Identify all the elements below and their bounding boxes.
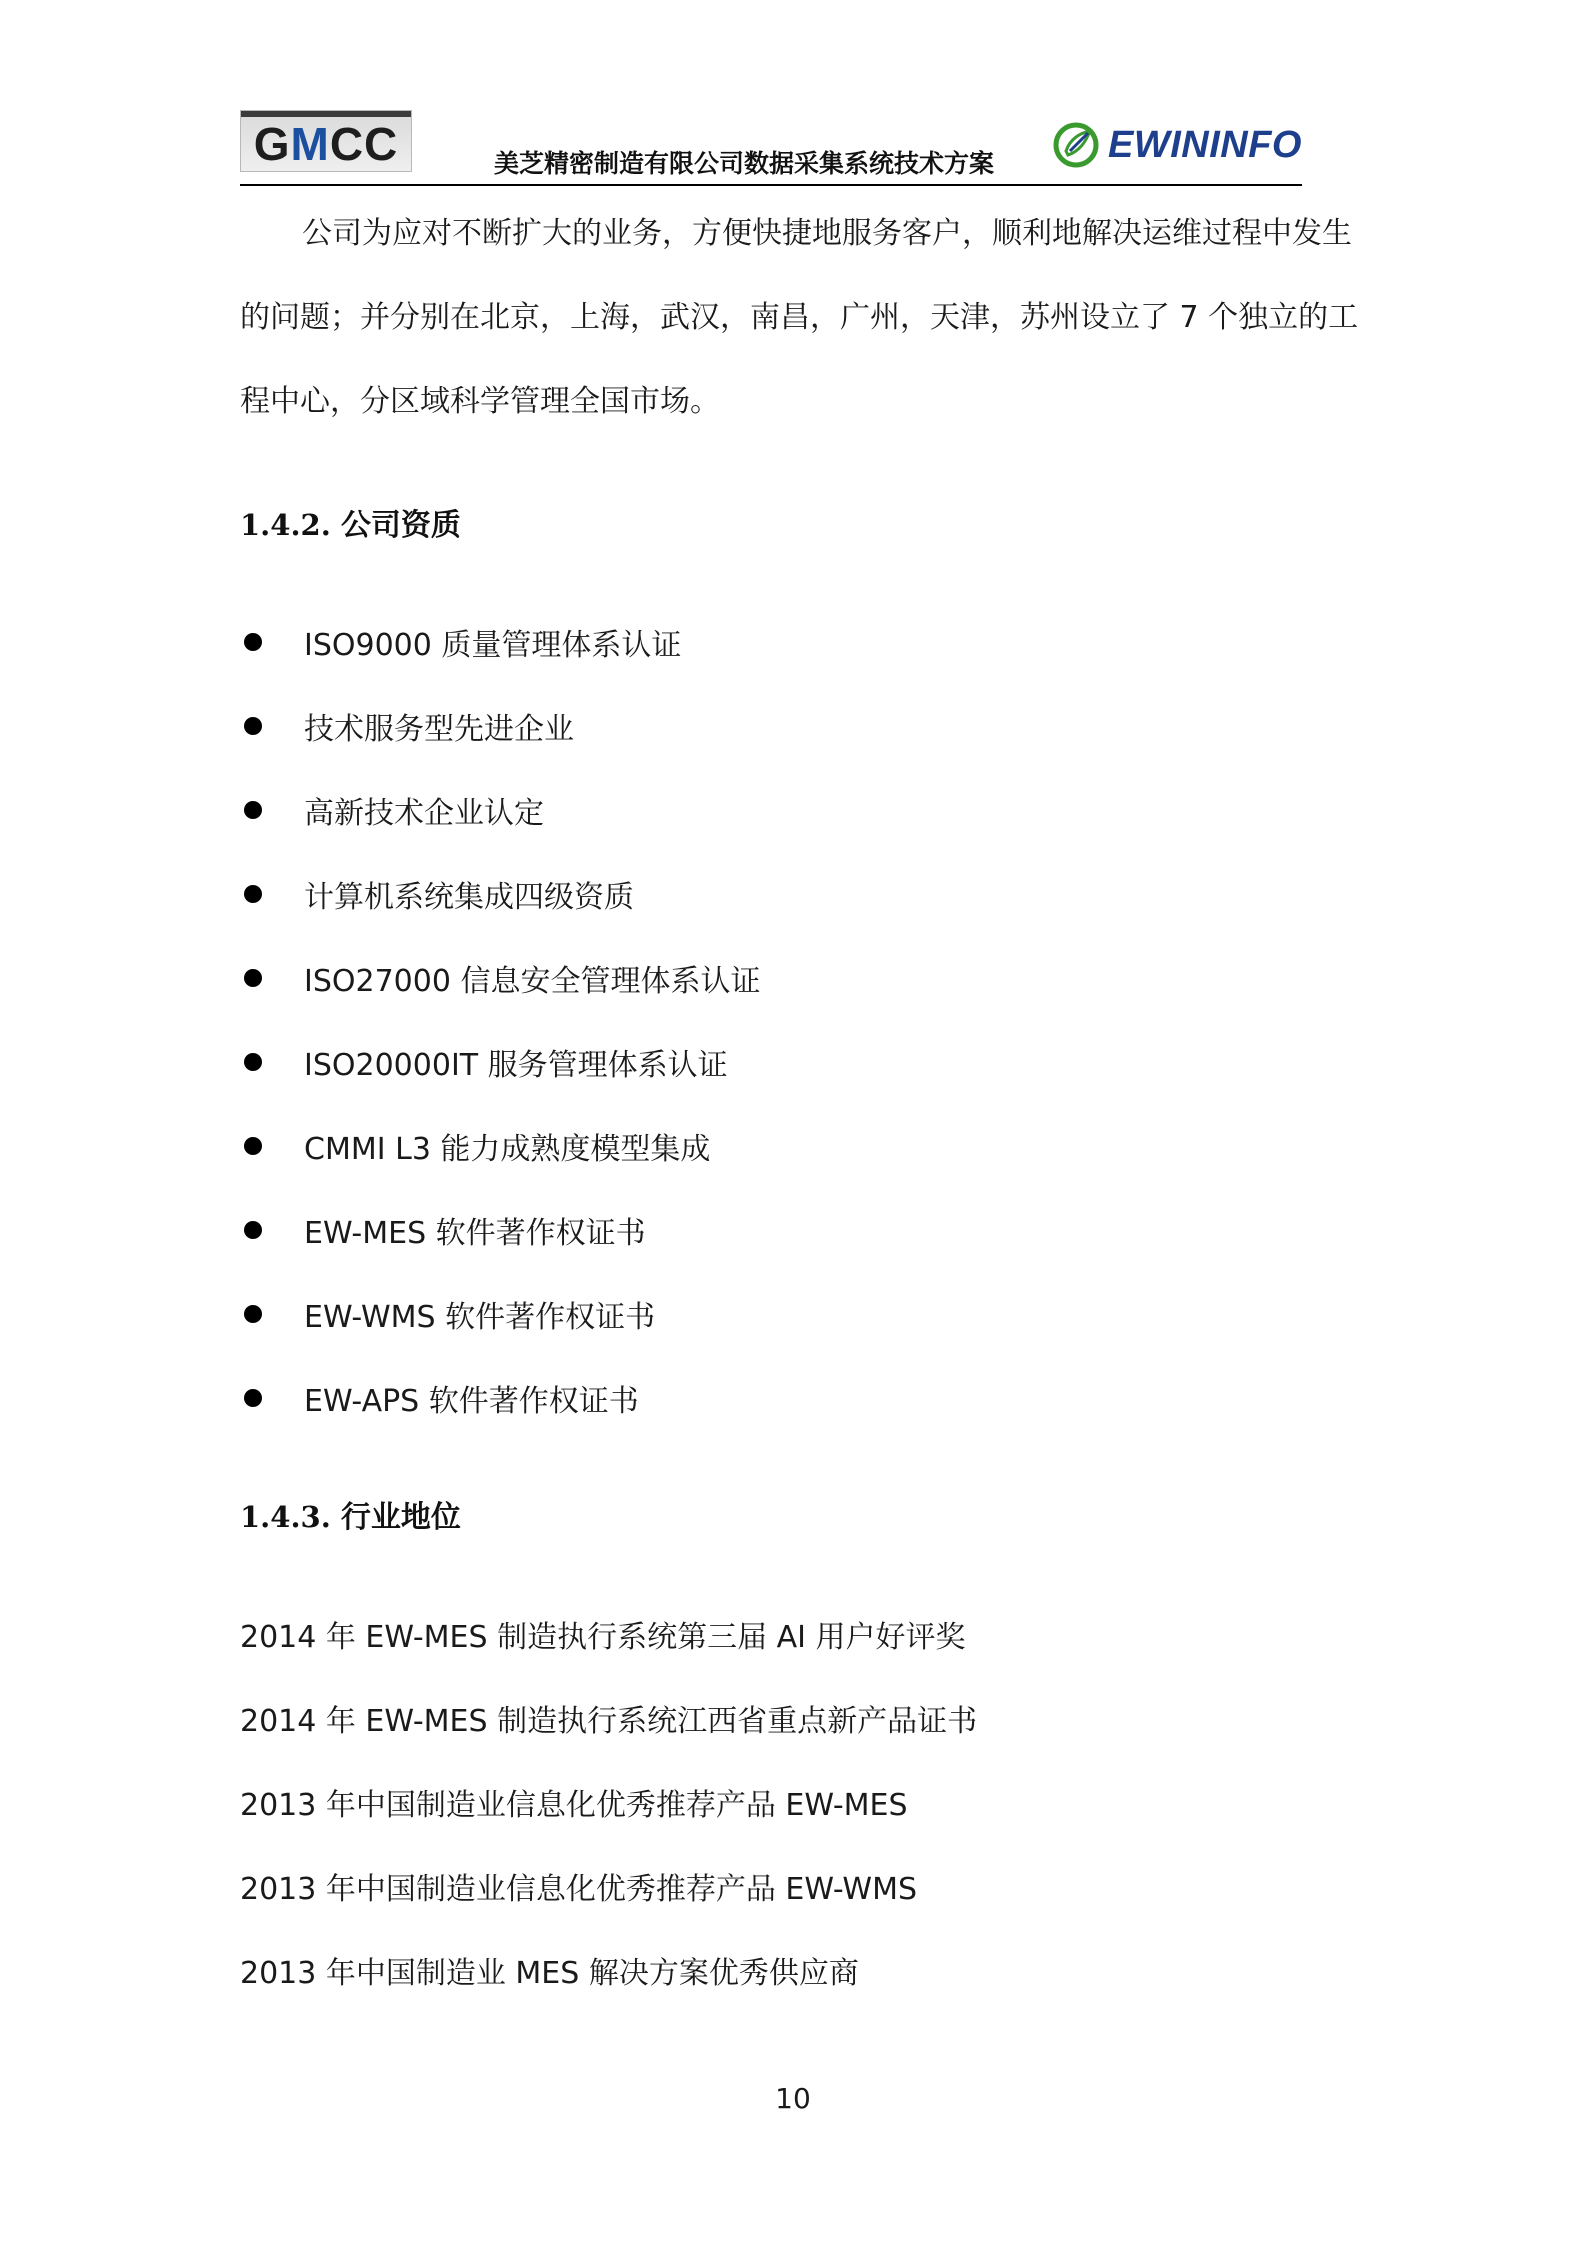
gmcc-logo bbox=[240, 110, 412, 172]
bullet-icon bbox=[244, 633, 262, 651]
ewininfo-leaf-icon bbox=[1052, 121, 1100, 169]
intro-paragraph: 公司为应对不断扩大的业务，方便快捷地服务客户，顺利地解决运维过程中发生的问题；并分别在北京，上海，武汉，南昌，广州，天津，苏州设立了 7 个独立的工程中心，分区域科学管理全国市场。 bbox=[240, 216, 1359, 419]
list-item-text: EW-WMS 软件著作权证书 bbox=[304, 1300, 656, 1335]
bullet-icon bbox=[244, 1221, 262, 1239]
list-item bbox=[240, 852, 760, 936]
header-divider bbox=[240, 184, 1302, 186]
list-item-text: 计算机系统集成四级资质 bbox=[304, 880, 634, 915]
list-item-text: ISO9000 质量管理体系认证 bbox=[304, 628, 682, 663]
bullet-icon bbox=[244, 1137, 262, 1155]
section-heading-qualifications bbox=[240, 500, 461, 544]
list-item bbox=[240, 600, 760, 684]
bullet-icon bbox=[244, 1305, 262, 1323]
list-item-text: 技术服务型先进企业 bbox=[304, 712, 574, 747]
list-item: 2013 年中国制造业 MES 解决方案优秀供应商 bbox=[240, 1956, 859, 1991]
qualifications-list bbox=[240, 600, 760, 1440]
list-item: 2013 年中国制造业信息化优秀推荐产品 EW-MES bbox=[240, 1788, 908, 1823]
list-item-text: ISO20000IT 服务管理体系认证 bbox=[304, 1048, 728, 1083]
section-number: 1.4.2. bbox=[240, 508, 331, 542]
list-item bbox=[240, 768, 760, 852]
section-title: 公司资质 bbox=[340, 508, 461, 543]
list-item bbox=[240, 1104, 760, 1188]
ewininfo-logo-text: EWININFO bbox=[1108, 123, 1302, 166]
bullet-icon bbox=[244, 1053, 262, 1071]
list-item-text: ISO27000 信息安全管理体系认证 bbox=[304, 964, 761, 999]
list-item bbox=[240, 1356, 760, 1440]
bullet-icon bbox=[244, 885, 262, 903]
list-item-text: EW-APS 软件著作权证书 bbox=[304, 1384, 639, 1419]
industry-awards-list bbox=[240, 1592, 977, 2012]
list-item bbox=[240, 1020, 760, 1104]
list-item-text: EW-MES 软件著作权证书 bbox=[304, 1216, 646, 1251]
section-heading-industry bbox=[240, 1492, 461, 1536]
bullet-icon bbox=[244, 801, 262, 819]
page-header bbox=[240, 110, 1302, 186]
bullet-icon bbox=[244, 717, 262, 735]
bullet-icon bbox=[244, 969, 262, 987]
list-item bbox=[240, 1188, 760, 1272]
gmcc-logo-text: GMCC bbox=[253, 117, 399, 170]
bullet-icon bbox=[244, 1389, 262, 1407]
list-item bbox=[240, 936, 760, 1020]
document-title: 美芝精密制造有限公司数据采集系统技术方案 bbox=[494, 149, 995, 178]
list-item-text: CMMI L3 能力成熟度模型集成 bbox=[304, 1132, 711, 1167]
list-item: 2014 年 EW-MES 制造执行系统第三届 AI 用户好评奖 bbox=[240, 1620, 966, 1655]
list-item: 2013 年中国制造业信息化优秀推荐产品 EW-WMS bbox=[240, 1872, 918, 1907]
ewininfo-logo bbox=[1052, 116, 1302, 174]
list-item-text: 高新技术企业认定 bbox=[304, 796, 544, 831]
list-item: 2014 年 EW-MES 制造执行系统江西省重点新产品证书 bbox=[240, 1704, 978, 1739]
section-title: 行业地位 bbox=[340, 1500, 461, 1535]
list-item bbox=[240, 684, 760, 768]
page-number: 10 bbox=[775, 2082, 811, 2115]
list-item bbox=[240, 1272, 760, 1356]
section-number: 1.4.3. bbox=[240, 1500, 331, 1534]
